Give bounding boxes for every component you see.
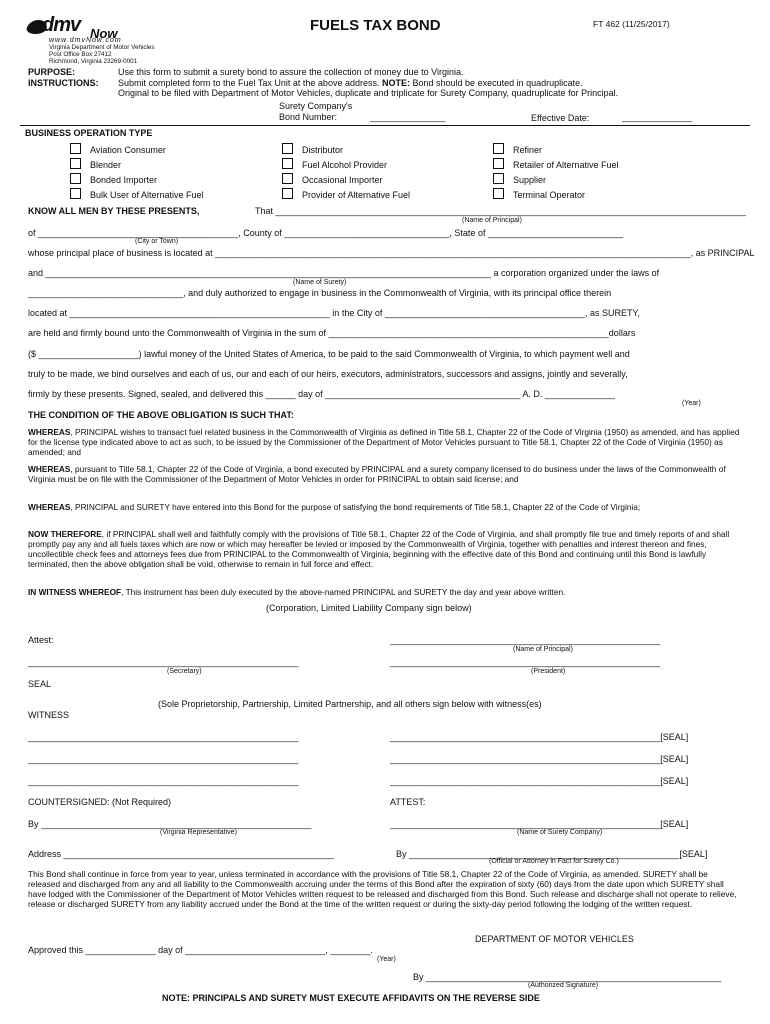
- option-label: Retailer of Alternative Fuel: [513, 160, 619, 170]
- year-caption-2: (Year): [377, 956, 396, 963]
- surety-company-caption: (Name of Surety Company): [517, 829, 603, 836]
- option-bonded-importer[interactable]: [70, 173, 157, 185]
- sole-proprietorship-note: (Sole Proprietorship, Partnership, Limited Partnership, and all others sign below with witness(es): [158, 699, 542, 709]
- checkbox[interactable]: [70, 143, 81, 154]
- authorized-line[interactable]: _______________________________, and duly authorized to engage in business in the Commonwealth of Virginia, with its principal office therein: [28, 288, 612, 298]
- option-label: Bonded Importer: [90, 175, 158, 185]
- page-title: FUELS TAX BOND: [310, 17, 441, 34]
- option-label: Terminal Operator: [513, 190, 586, 200]
- address-line-1: Virginia Department of Motor Vehicles: [49, 44, 155, 51]
- attest-label: Attest:: [28, 635, 54, 645]
- option-label: Refiner: [513, 145, 543, 155]
- surety-company-line[interactable]: ______________________________________________________[SEAL]: [390, 819, 689, 829]
- approved-line[interactable]: Approved this ______________ day of ____________________________, ________.: [28, 945, 373, 955]
- signer-line-3[interactable]: ______________________________________________________[SEAL]: [390, 776, 689, 786]
- address-line-2: Post Office Box 27412: [49, 51, 112, 58]
- purpose-label: PURPOSE:: [28, 67, 76, 77]
- witness-line-1[interactable]: ______________________________________________________: [28, 732, 299, 742]
- virginia-rep-line[interactable]: By ______________________________________________________: [28, 819, 312, 829]
- checkbox[interactable]: [282, 173, 293, 184]
- year-caption: (Year): [682, 400, 701, 407]
- surety-name-line[interactable]: and _________________________________________________________________________________________ a corporation organized under the laws of: [28, 268, 660, 278]
- logo-brand: dmv: [42, 14, 81, 36]
- attest-label-2: ATTEST:: [390, 797, 426, 807]
- checkbox[interactable]: [282, 143, 293, 154]
- option-label: Provider of Alternative Fuel: [302, 190, 411, 200]
- secretary-caption: (Secretary): [167, 668, 202, 675]
- logo-url: www.dmvNow.com: [49, 37, 122, 44]
- name-of-surety-caption: (Name of Surety): [293, 279, 347, 286]
- dollars-line[interactable]: ($ ____________________) lawful money of the United States of America, to be paid to the said Commonwealth of Virginia, to which payment well and: [28, 349, 630, 359]
- option-blender[interactable]: [70, 158, 121, 170]
- city-county-state-line[interactable]: of ________________________________________, County of _________________________________, State of ___________________________: [28, 228, 624, 238]
- now-therefore-paragraph: NOW THEREFORE, if PRINCIPAL shall well and faithfully comply with the provisions of Title 58.1, Chapter 22 of the Code of Virginia, and shall promptly file true and timely reports of and shall promptly pay any and all fuels taxes which are now or which may hereafter be levied or imposed by the Commonwealth of Virginia, together with penalties and interest thereon and fines, uncollectible check fees and attorneys fees due from PRINCIPAL to the Commonwealth of Virginia, beginning with the effective date of this Bond and continuing until this Bond is lawfully terminated, then the above obligation shall be void, otherwise to remain in full force and effect.: [28, 529, 730, 569]
- checkbox[interactable]: [493, 188, 504, 199]
- option-refiner[interactable]: [493, 143, 542, 155]
- footer-note: NOTE: PRINCIPALS AND SURETY MUST EXECUTE AFFIDAVITS ON THE REVERSE SIDE: [162, 993, 540, 1003]
- surety-bond-label-1: Surety Company's: [279, 101, 353, 111]
- checkbox[interactable]: [282, 188, 293, 199]
- option-label: Blender: [90, 160, 122, 170]
- option-label: Occasional Importer: [302, 175, 383, 185]
- secretary-signature-line[interactable]: ______________________________________________________: [28, 657, 299, 667]
- instructions-label: INSTRUCTIONS:: [28, 78, 99, 88]
- checkbox[interactable]: [493, 158, 504, 169]
- divider: [20, 125, 750, 126]
- checkbox[interactable]: [70, 173, 81, 184]
- force-paragraph: This Bond shall continue in force from year to year, unless terminated in accordance with the provisions of Title 58.1, Chapter 22 of the Code of Virginia, as amended. SURETY shall be released and discharged from any and all liability to the Commonwealth accruing under the terms of this Bond after the expiration of sixty (60) days from the date upon which SURETY shall have lodged with the Commissioner of the Department of Motor Vehicles written request to be released and discharged from this Bond. Such release and discharge shall not operate to relieve, release or discharged SURETY from any liability accrued under the Bond at the time of the written request or during the sixty-day period following the lodging of the written request.: [28, 869, 737, 909]
- option-supplier[interactable]: [493, 173, 546, 185]
- purpose-text: Use this form to submit a surety bond to assure the collection of money due to Virginia.: [118, 67, 464, 77]
- city-town-caption: (City or Town): [135, 238, 179, 245]
- official-line[interactable]: By ______________________________________________________[SEAL]: [396, 849, 708, 859]
- firmly-line[interactable]: firmly by these presents. Signed, sealed, and delivered this ______ day of _______________________________________ A. D. ______________: [28, 389, 615, 399]
- surety-bond-number-field[interactable]: _______________: [370, 112, 446, 122]
- address-line-3: Richmond, Virginia 23269-0001: [49, 58, 138, 65]
- option-label: Distributor: [302, 145, 344, 155]
- option-label: Bulk User of Alternative Fuel: [90, 190, 204, 200]
- surety-bond-label-2: Bond Number:: [279, 112, 338, 122]
- president-signature-line[interactable]: ______________________________________________________: [390, 657, 661, 667]
- business-type-heading: BUSINESS OPERATION TYPE: [25, 128, 153, 138]
- effective-date-field[interactable]: ______________: [622, 112, 693, 122]
- corporation-note: (Corporation, Limited Liability Company sign below): [266, 603, 472, 613]
- option-label: Supplier: [513, 175, 547, 185]
- option-aviation-consumer[interactable]: [70, 143, 166, 155]
- principal-place-line[interactable]: whose principal place of business is located at _______________________________________________________________________________________________, as PRINCIPAL: [28, 248, 755, 258]
- located-at-line[interactable]: located at ____________________________________________________ in the City of ________________________________________, as SURETY,: [28, 308, 640, 318]
- name-of-principal-caption: (Name of Principal): [462, 217, 522, 224]
- checkbox[interactable]: [493, 173, 504, 184]
- checkbox[interactable]: [282, 158, 293, 169]
- authorized-signature-line[interactable]: By ___________________________________________________________: [413, 972, 722, 982]
- truly-line: truly to be made, we bind ourselves and each of us, our and each of our heirs, executors, administrators, successors and assigns, jointly and severally,: [28, 369, 628, 379]
- form-number: FT 462 (11/25/2017): [593, 19, 670, 29]
- checkbox[interactable]: [70, 188, 81, 199]
- instructions-text-a: Submit completed form to the Fuel Tax Unit at the above address.: [118, 78, 380, 88]
- official-caption: (Official or Attorney in Fact for Surety Co.): [489, 858, 619, 865]
- principal-signature-line[interactable]: ______________________________________________________: [390, 635, 661, 645]
- dmv-label: DEPARTMENT OF MOTOR VEHICLES: [475, 934, 634, 944]
- president-caption: (President): [531, 668, 566, 675]
- option-bulk-user[interactable]: [70, 188, 204, 200]
- option-provider-alt-fuel[interactable]: [282, 188, 410, 200]
- virginia-rep-caption: (Virginia Representative): [160, 829, 237, 836]
- instructions-line-1: [118, 78, 583, 88]
- in-witness-paragraph: IN WITNESS WHEREOF, This instrument has been duly executed by the above-named PRINCIPAL and SURETY the day and year above written.: [28, 587, 566, 597]
- witness-line-2[interactable]: ______________________________________________________: [28, 754, 299, 764]
- know-all-men: KNOW ALL MEN BY THESE PRESENTS,: [28, 206, 200, 216]
- condition-heading: THE CONDITION OF THE ABOVE OBLIGATION IS SUCH THAT:: [28, 410, 294, 420]
- option-retailer-alt-fuel[interactable]: [493, 158, 619, 170]
- whereas-paragraph-3: WHEREAS, PRINCIPAL and SURETY have entered into this Bond for the purpose of satisfying the bond requirements of Title 58.1, Chapter 22 of the Code of Virginia;: [28, 502, 641, 512]
- checkbox[interactable]: [493, 143, 504, 154]
- option-distributor[interactable]: [282, 143, 343, 155]
- address-line[interactable]: Address ______________________________________________________: [28, 849, 334, 859]
- principal-name-field[interactable]: That ______________________________________________________________________________________________: [255, 206, 747, 216]
- effective-date-label: Effective Date:: [531, 113, 590, 123]
- whereas-paragraph-2: WHEREAS, pursuant to Title 58.1, Chapter 22 of the Code of Virginia, a bond executed by PRINCIPAL and a surety company licensed to do business under the laws of the Commonwealth of Virginia must be on file with the Commissioner of the Department of Motor Vehicles in order for PRINCIPAL to obtain said license; and: [28, 464, 726, 484]
- signer-line-2[interactable]: ______________________________________________________[SEAL]: [390, 754, 689, 764]
- name-of-principal-caption-2: (Name of Principal): [513, 646, 573, 653]
- option-terminal-operator[interactable]: [493, 188, 585, 200]
- authorized-signature-caption: (Authorized Signature): [528, 982, 599, 989]
- held-bound-line[interactable]: are held and firmly bound unto the Commonwealth of Virginia in the sum of ________________________________________________________dollars: [28, 328, 636, 338]
- option-label: Fuel Alcohol Provider: [302, 160, 388, 170]
- instructions-note: NOTE:: [382, 78, 410, 88]
- countersigned-label: COUNTERSIGNED: (Not Required): [28, 797, 172, 807]
- witness-label: WITNESS: [28, 710, 70, 720]
- option-occasional-importer[interactable]: [282, 173, 383, 185]
- witness-line-3[interactable]: ______________________________________________________: [28, 776, 299, 786]
- logo-now: Now: [90, 26, 118, 41]
- whereas-paragraph-1: WHEREAS, PRINCIPAL wishes to transact fuel related business in the Commonwealth of Virginia as defined in Title 58.1, Chapter 22 of the Code of Virginia (1950) as amended, and has applied for the license type indicated above to act as such, to be issued by the Commissioner of the Department of Motor Vehicles pursuant to Title 58.1, Chapter 22 of the Code of Virginia (1950) as amended; and: [28, 427, 740, 457]
- option-label: Aviation Consumer: [90, 145, 166, 155]
- signer-line-1[interactable]: ______________________________________________________[SEAL]: [390, 732, 689, 742]
- seal-label: SEAL: [28, 679, 52, 689]
- instructions-line-2: Original to be filed with Department of Motor Vehicles, duplicate and triplicate for Surety Company, quadruplicate for Principal.: [118, 88, 619, 98]
- instructions-text-b: Bond should be executed in quadruplicate.: [412, 78, 583, 88]
- checkbox[interactable]: [70, 158, 81, 169]
- option-fuel-alcohol-provider[interactable]: [282, 158, 387, 170]
